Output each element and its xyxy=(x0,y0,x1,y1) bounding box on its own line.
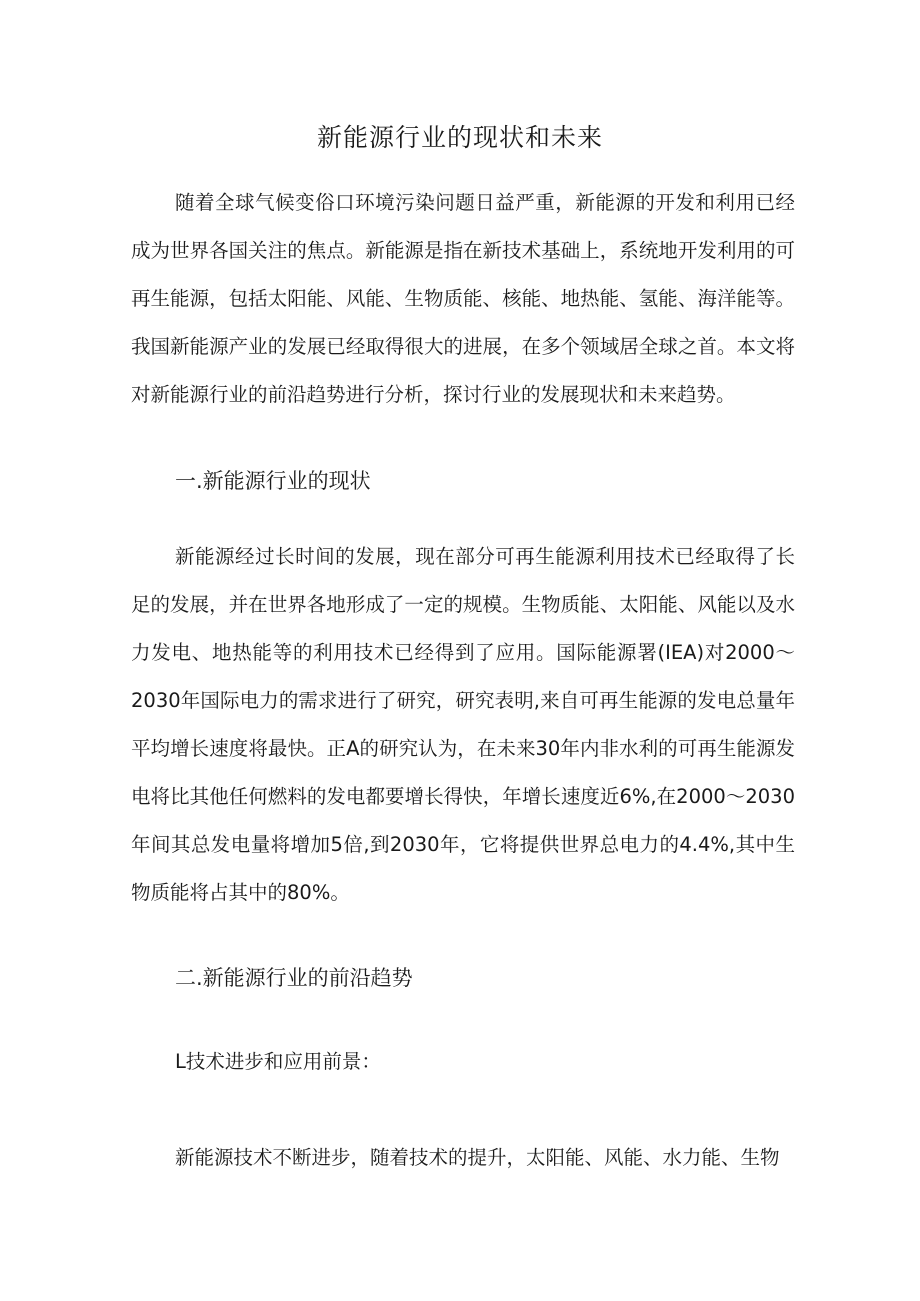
section-heading-status: 一.新能源行业的现状 xyxy=(175,469,371,493)
subsection-heading-technology: L技术进步和应用前景： xyxy=(175,1050,381,1073)
intro-paragraph: 随着全球气候变俗口环境污染问题日益严重，新能源的开发和利用已经成为世界各国关注的焦点。新能源是指在新技术基础上，系统地开发利用的可再生能源，包括太阳能、风能、生物质能、核能、地热能、氢能、海洋能等。我国新能源产业的发展已经取得很大的进展，在多个领域居全球之首。本文将对新能源行业的前沿趋势进行分析，探讨行业的发展现状和未来趋势。 xyxy=(131,191,795,406)
document-title: 新能源行业的现状和未来 xyxy=(316,123,603,152)
section-paragraph-technology: 新能源技术不断进步，随着技术的提升，太阳能、风能、水力能、生物 xyxy=(175,1146,780,1169)
section-heading-trends: 二.新能源行业的前沿趋势 xyxy=(175,966,413,990)
section-paragraph-status: 新能源经过长时间的发展，现在部分可再生能源利用技术已经取得了长足的发展，并在世界各地形成了一定的规模。生物质能、太阳能、风能以及水力发电、地热能等的利用技术已经得到了应用。国际能源署(IEA)对2000〜2030年国际电力的需求进行了研究，研究表明,来自可再生能源的发电总量年平均增长速度将最快。正A的研究认为，在未来30年内非水利的可再生能源发电将比其他任何燃料的发电都要增长得快，年增长速度近6%,在2000〜2030年间其总发电量将增加5倍,到2030年，它将提供世界总电力的4.4%,其中生物质能将占其中的80%。 xyxy=(131,545,795,904)
